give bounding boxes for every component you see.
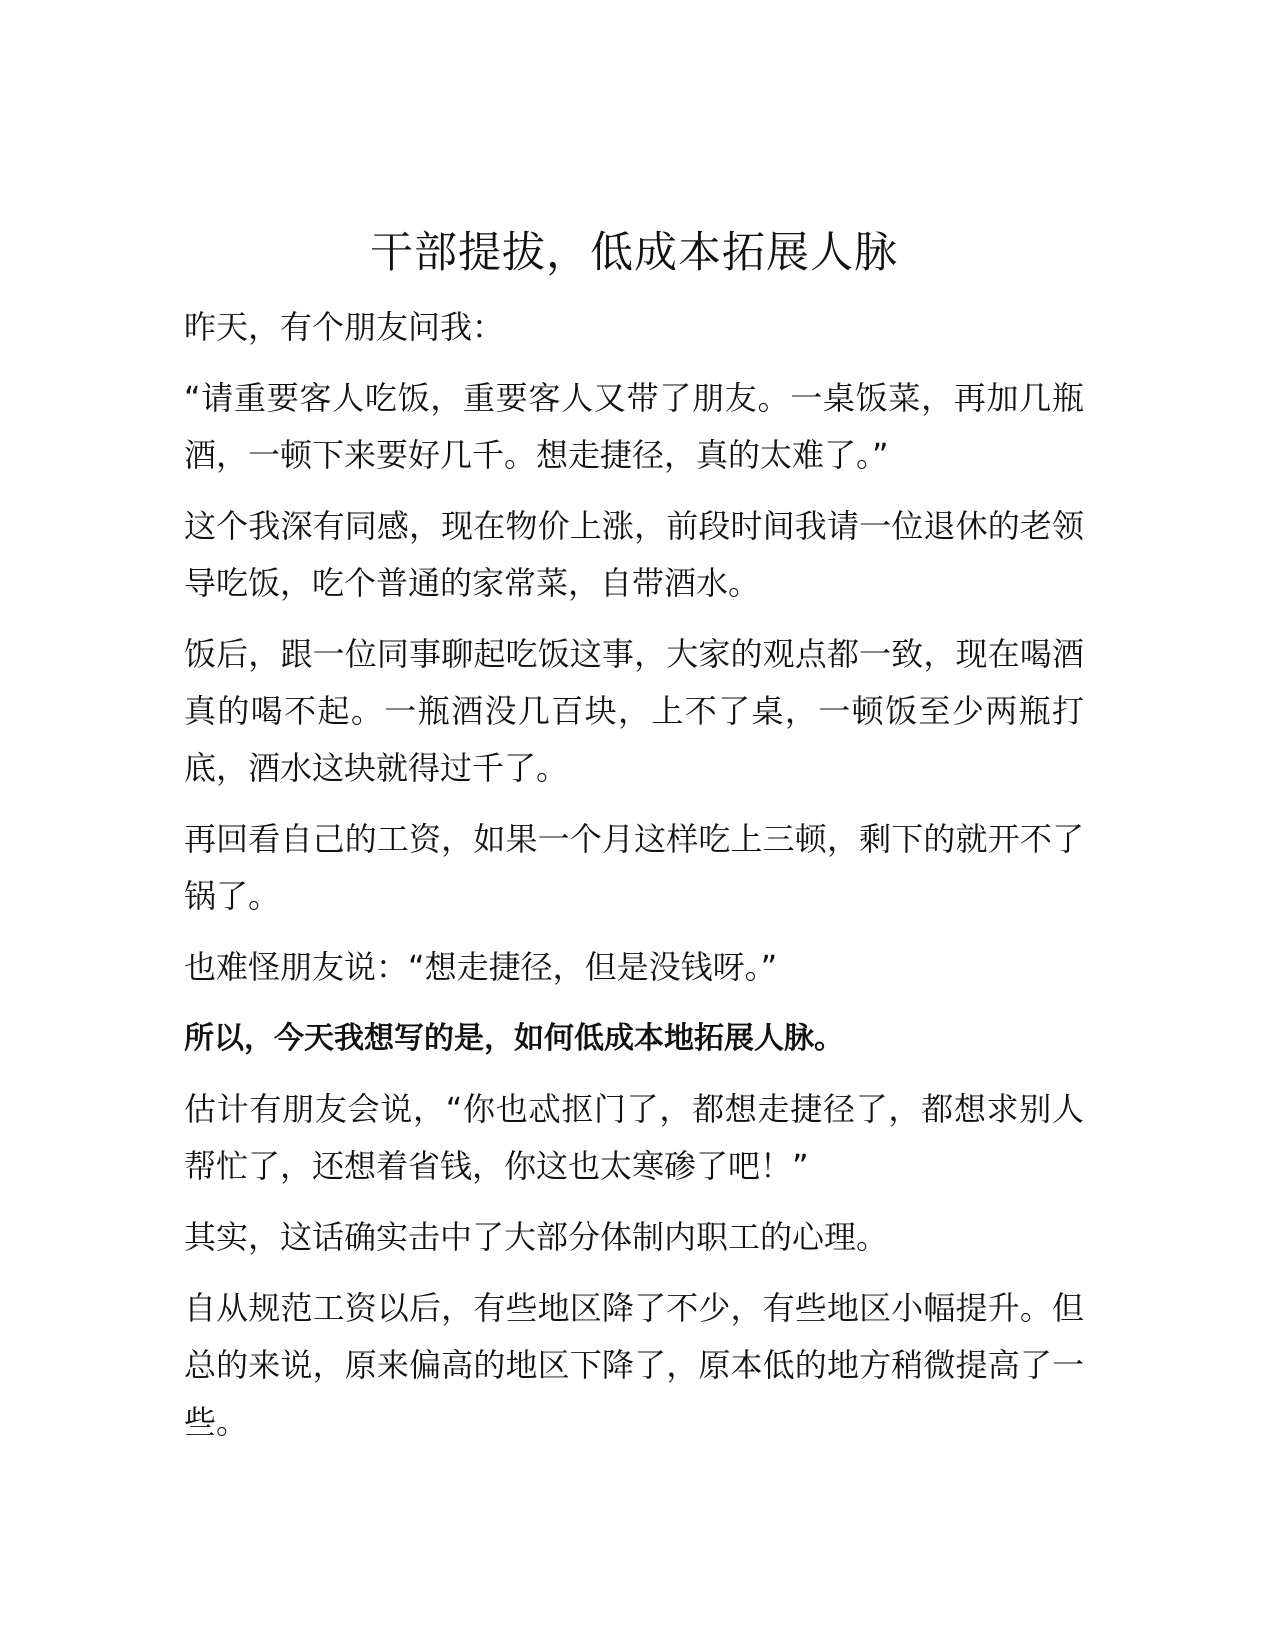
paragraph-1: 昨天，有个朋友问我： bbox=[184, 308, 505, 346]
paragraph-6: 也难怪朋友说：“想走捷径，但是没钱呀。” bbox=[184, 948, 778, 986]
paragraph-5: 再回看自己的工资，如果一个月这样吃上三顿，剩下的就开不了锅了。 bbox=[184, 820, 1084, 915]
document-title: 干部提拔，低成本拓展人脉 bbox=[370, 228, 898, 278]
paragraph-8: 估计有朋友会说，“你也忒抠门了，都想走捷径了，都想求别人帮忙了，还想着省钱，你这也太寒碜了吧！” bbox=[184, 1090, 1084, 1185]
paragraph-10: 自从规范工资以后，有些地区降了不少，有些地区小幅提升。但总的来说，原来偏高的地区下降了，原本低的地方稍微提高了一些。 bbox=[184, 1289, 1084, 1441]
paragraph-2: “请重要客人吃饭，重要客人又带了朋友。一桌饭菜，再加几瓶酒，一顿下来要好几千。想走捷径，真的太难了。” bbox=[184, 379, 1084, 474]
paragraph-9: 其实，这话确实击中了大部分体制内职工的心理。 bbox=[184, 1218, 889, 1256]
paragraph-3: 这个我深有同感，现在物价上涨，前段时间我请一位退休的老领导吃饭，吃个普通的家常菜，自带酒水。 bbox=[184, 507, 1084, 602]
paragraph-7-emphasis: 所以，今天我想写的是，如何低成本地拓展人脉。 bbox=[184, 1021, 844, 1056]
paragraph-4: 饭后，跟一位同事聊起吃饭这事，大家的观点都一致，现在喝酒真的喝不起。一瓶酒没几百块，上不了桌，一顿饭至少两瓶打底，酒水这块就得过千了。 bbox=[184, 635, 1084, 787]
document-content bbox=[184, 225, 1084, 1465]
